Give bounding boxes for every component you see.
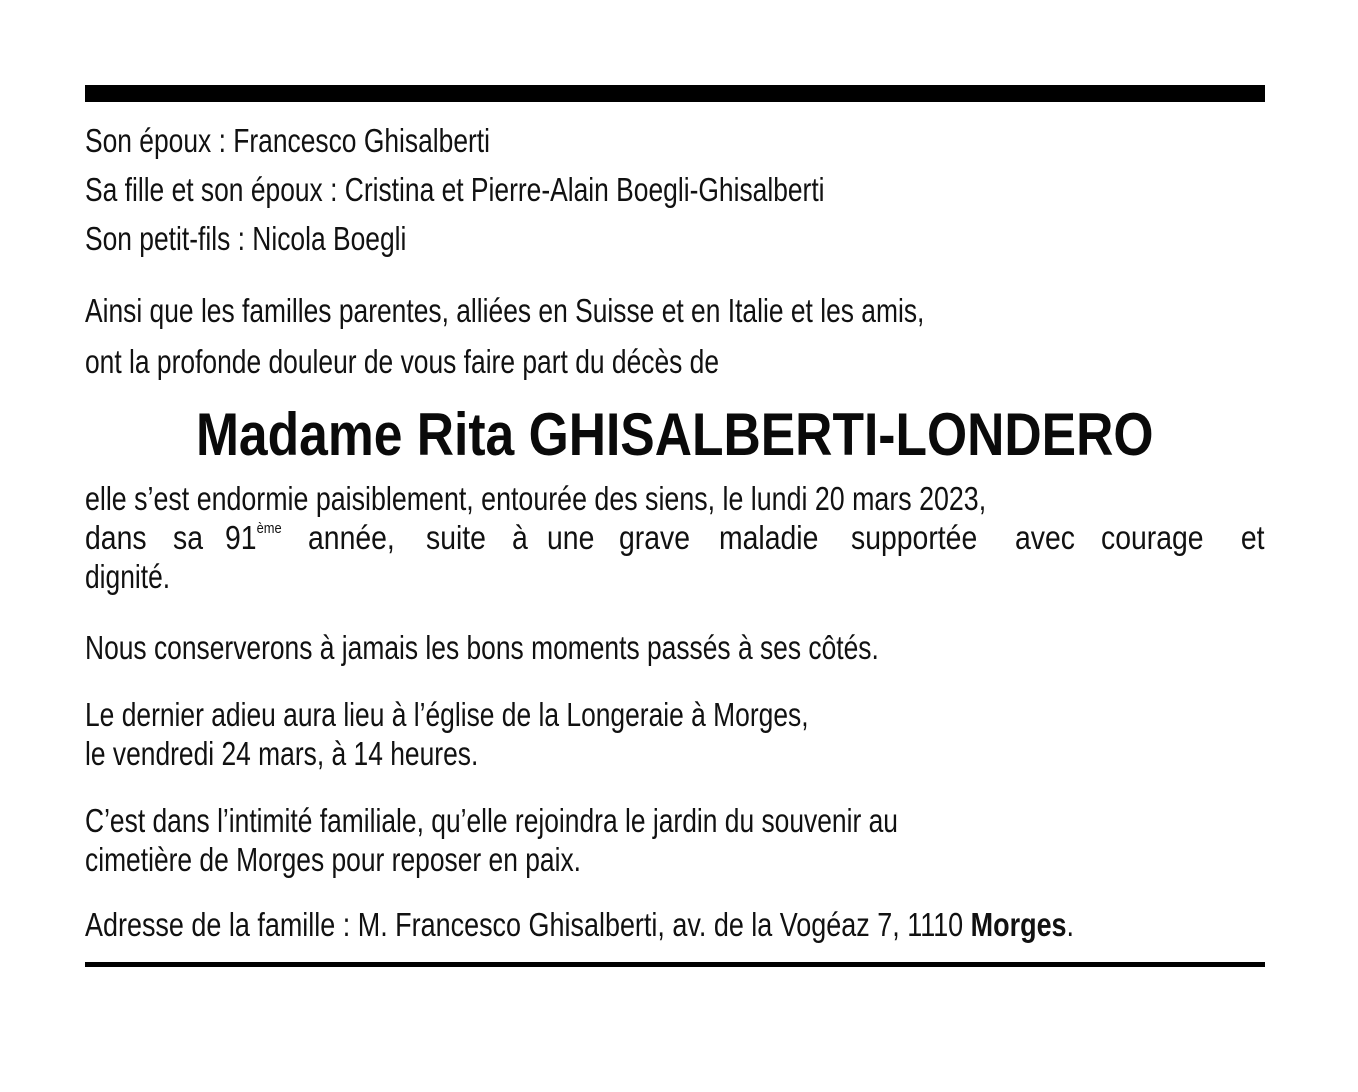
word: maladie (718, 519, 819, 556)
word: et (1241, 519, 1265, 556)
address-text: Adresse de la famille : M. Francesco Ghisalberti, av. de la Vogéaz 7, 1110 (85, 906, 971, 943)
announcement-line-1: Ainsi que les familles parentes, alliées en Suisse et en Italie et les amis, (85, 292, 925, 329)
memory-line: Nous conserverons à jamais les bons moments passés à ses côtés. (85, 629, 879, 666)
memory-paragraph (85, 628, 1265, 667)
word: suite (425, 519, 486, 556)
passing-line-2 (85, 518, 1265, 557)
family-line-daughter: Sa fille et son époux : Cristina et Pierre-Alain Boegli-Ghisalberti (85, 171, 825, 208)
word: avec (1014, 519, 1075, 556)
passing-line-3: dignité. (85, 558, 171, 595)
family-line-grandson: Son petit-fils : Nicola Boegli (85, 220, 407, 257)
bottom-rule (85, 962, 1265, 967)
deceased-name-block (85, 395, 1265, 475)
word: une (547, 519, 595, 556)
burial-line-1: C’est dans l’intimité familiale, qu’elle rejoindra le jardin du souvenir au (85, 802, 898, 839)
family-list (85, 116, 1265, 263)
family-line-spouse: Son époux : Francesco Ghisalberti (85, 122, 491, 159)
announcement (85, 285, 1265, 387)
passing-paragraph (85, 479, 1265, 596)
word: à (512, 519, 528, 556)
address-city: Morges (970, 906, 1067, 943)
word: sa (173, 519, 204, 556)
word: année, (307, 519, 395, 556)
word: supportée (851, 519, 978, 556)
address-period: . (1066, 906, 1075, 943)
ceremony-line-1: Le dernier adieu aura lieu à l’église de la Longeraie à Morges, (85, 696, 809, 733)
burial-paragraph (85, 801, 1265, 879)
ordinal-suffix: ème (256, 520, 282, 537)
word: dans (85, 519, 147, 556)
top-rule (85, 85, 1265, 102)
obituary-notice (85, 85, 1265, 967)
deceased-name: Madame Rita GHISALBERTI-LONDERO (196, 401, 1154, 468)
age-number: 91 (225, 519, 257, 556)
ceremony-line-2: le vendredi 24 mars, à 14 heures. (85, 735, 479, 772)
address-paragraph (85, 905, 1265, 944)
age-word (225, 518, 282, 557)
address-line (85, 905, 1075, 944)
word: grave (619, 519, 691, 556)
passing-line-1: elle s’est endormie paisiblement, entourée des siens, le lundi 20 mars 2023, (85, 480, 987, 517)
announcement-line-2: ont la profonde douleur de vous faire part du décès de (85, 343, 720, 380)
ceremony-paragraph (85, 695, 1265, 773)
burial-line-2: cimetière de Morges pour reposer en paix. (85, 841, 581, 878)
word: courage (1101, 519, 1204, 556)
